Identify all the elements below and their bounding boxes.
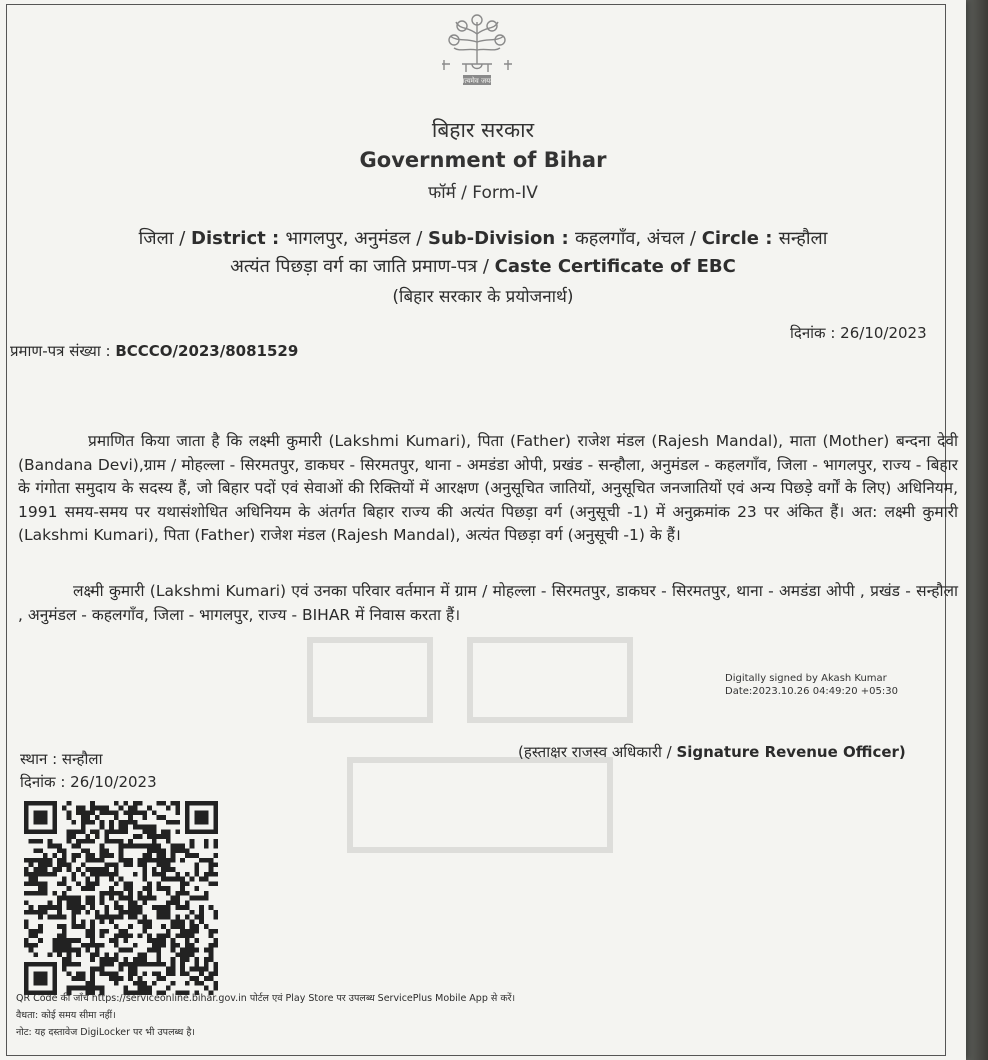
title-hindi: बिहार सरकार — [431, 118, 535, 142]
circle-label: Circle : — [701, 228, 779, 249]
title-english: Government of Bihar — [359, 148, 607, 172]
district-label-hi: जिला / — [138, 228, 191, 249]
footer-notes — [16, 990, 515, 1041]
place-line — [20, 748, 157, 771]
issue-date-value: 26/10/2023 — [840, 324, 927, 342]
issue-date-label: दिनांक : — [790, 324, 841, 342]
caste-title-hindi: अत्यंत पिछड़ा वर्ग का जाति प्रमाण-पत्र / — [230, 256, 495, 277]
certificate-number-label: प्रमाण-पत्र संख्या : — [10, 342, 116, 360]
digital-signature-date: Date:2023.10.26 04:49:20 +05:30 — [725, 686, 898, 697]
qr-code[interactable] — [24, 800, 218, 996]
district-line — [0, 226, 966, 250]
emblem-text: सत्यमेव जयते — [459, 77, 495, 85]
certification-paragraph: प्रमाणित किया जाता है कि लक्ष्मी कुमारी (Lakshmi Kumari), पिता (Father) राजेश मंडल (Rajesh Mandal), माता (Mother) बन्दना देवी (Bandana Devi),ग्राम / मोहल्ला - सिरमतपुर, डाकघर - सिरमतपुर, थाना - अमडंडा ओपी, प्रखंड - सन्हौला, अनुमंडल - कहलगाँव, जिला - भागलपुर, राज्य - बिहार के गंगोता समुदाय के सदस्य हैं, जो बिहार पदों एवं सेवाओं की रिक्तियों में आरक्षण (अनुसूचित जातियों, अनुसूचित जनजातियों एवं अन्य पिछड़े वर्गों के लिए) अधिनियम, 1991 समय-समय पर यथासंशोधित अधिनियम के अंतर्गत बिहार राज्य की अत्यंत पिछड़ा वर्ग (अनुसूची -1) में अनुक्रमांक 23 पर अंकित हैं। अत: लक्ष्मी कुमारी (Lakshmi Kumari), पिता (Father) राजेश मंडल (Rajesh Mandal), अत्यंत पिछड़ा वर्ग (अनुसूची -1) के हैं। — [18, 432, 958, 544]
footer-date-label: दिनांक : — [20, 773, 71, 791]
digital-signature-signer: Digitally signed by Akash Kumar — [725, 673, 887, 684]
signature-label — [518, 742, 906, 762]
district-label-en: District : — [191, 228, 286, 249]
certificate-number — [10, 341, 298, 361]
circle-value: सन्हौला — [778, 228, 828, 249]
place-label: स्थान : — [20, 750, 62, 768]
caste-title-english: Caste Certificate of EBC — [494, 256, 736, 277]
signature-label-hindi: (हस्ताक्षर राजस्व अधिकारी / — [518, 743, 677, 761]
bihar-emblem-icon — [432, 12, 522, 92]
issue-date — [790, 323, 927, 343]
footer-date-line — [20, 771, 157, 794]
place-date-block — [20, 748, 157, 794]
digital-signature — [725, 672, 898, 698]
subdivision-label: Sub-Division : — [428, 228, 575, 249]
caste-certificate-title — [0, 254, 966, 278]
signature-label-english: Signature Revenue Officer) — [676, 743, 906, 761]
residence-paragraph: लक्ष्मी कुमारी (Lakshmi Kumari) एवं उनका परिवार वर्तमान में ग्राम / मोहल्ला - सिरमतपुर, डाकघर - सिरमतपुर, थाना - अमडंडा ओपी , प्रखंड - सन्हौला , अनुमंडल - कहलगाँव, जिला - भागलपुर, राज्य - BIHAR में निवास करता हैं। — [18, 582, 958, 624]
purpose-line: (बिहार सरकार के प्रयोजनार्थ) — [392, 287, 574, 307]
digilocker-note: नोट: यह दस्तावेज DigiLocker पर भी उपलब्ध है। — [16, 1027, 195, 1038]
form-number: फॉर्म / Form-IV — [428, 183, 538, 203]
subdivision-value: कहलगाँव, अंचल / — [574, 228, 702, 249]
qr-verification-note: QR Code की जाँच https://serviceonline.bihar.gov.in पोर्टल एवं Play Store पर उपलब्ध ServicePlus Mobile App से करें। — [16, 993, 516, 1004]
validity-note: वैधता: कोई समय सीमा नहीं। — [16, 1010, 116, 1021]
certificate-number-value: BCCCO/2023/8081529 — [115, 342, 299, 360]
district-value: भागलपुर, अनुमंडल / — [285, 228, 429, 249]
place-value: सन्हौला — [61, 750, 103, 768]
footer-date-value: 26/10/2023 — [70, 773, 157, 791]
